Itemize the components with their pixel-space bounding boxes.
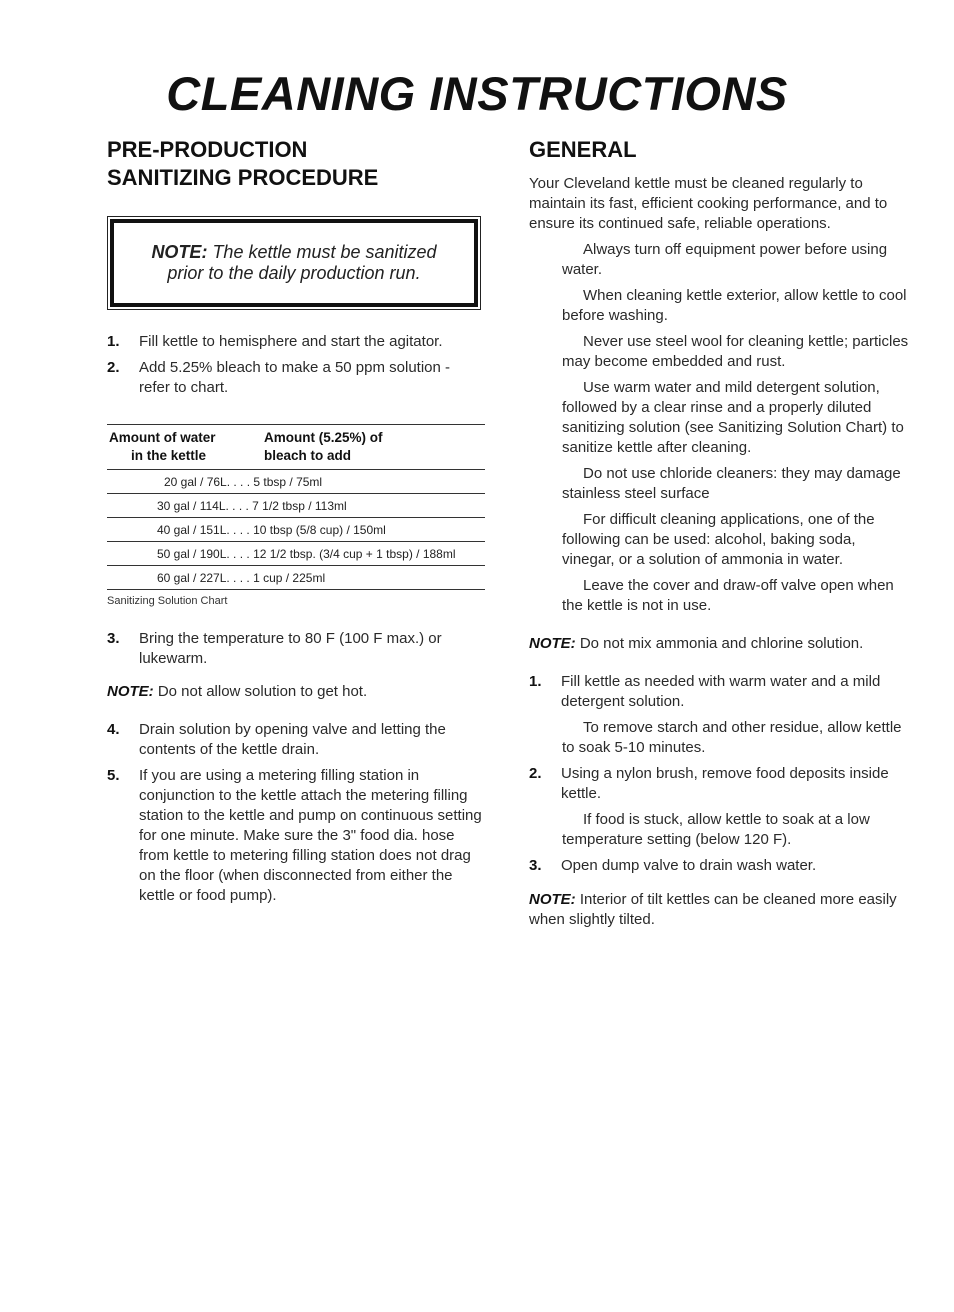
chart-cell: 30 gal / 114L. . . . 7 1/2 tbsp / 113ml [107,494,485,518]
note-text: Do not mix ammonia and chlorine solution. [575,635,864,652]
cleaning-steps [529,672,909,712]
note-label: NOTE: [107,683,154,700]
note-tilt-kettles [529,890,909,930]
cleaning-guidelines [529,240,909,616]
page-title: CLEANING INSTRUCTIONS [166,67,788,120]
general-intro: Your Cleveland kettle must be cleaned regularly to maintain its fast, efficient cooking performance, and to ensure its continued safe, reliable operations. [529,175,888,232]
guideline-item: When cleaning kettle exterior, allow kettle to cool before washing. [562,287,907,324]
step-number: 1. [107,333,120,350]
note-do-not-heat [107,682,485,702]
step-text: Fill kettle as needed with warm water and a mild detergent solution. [561,673,881,710]
chart-cell: 20 gal / 76L. . . . 5 tbsp / 75ml [107,470,485,494]
right-column [529,136,909,930]
heading-line-1: PRE-PRODUCTION [107,137,308,162]
step-number: 2. [529,765,542,782]
guideline-item: Never use steel wool for cleaning kettle; particles may become embedded and rust. [562,333,909,370]
table-row [107,518,485,542]
list-item [529,764,909,804]
note-text-line-2: prior to the daily production run. [167,263,421,283]
pre-production-heading [107,136,485,192]
note-ammonia [529,634,909,654]
sanitizing-solution-chart [107,424,485,590]
table-row [107,542,485,566]
guideline-item: For difficult cleaning applications, one of the following can be used: alcohol, baking soda, vinegar, or a solution of ammonia in water. [562,511,875,568]
header-text: bleach to add [264,448,352,463]
chart-header-water [107,425,262,470]
note-label: NOTE: [151,242,208,262]
step-text: Using a nylon brush, remove food deposits inside kettle. [561,765,889,802]
step-text: Add 5.25% bleach to make a 50 ppm solution - refer to chart. [139,359,451,396]
list-item [529,856,909,876]
sanitize-steps-a [107,332,485,398]
step-text: Drain solution by opening valve and letting the contents of the kettle drain. [139,721,446,758]
guideline-item: Always turn off equipment power before using water. [562,241,888,278]
list-item [107,766,485,906]
note-text: Do not allow solution to get hot. [153,683,368,700]
header-text: in the kettle [131,448,207,463]
table-row [107,494,485,518]
chart-header-bleach [262,425,485,470]
chart-cell: 60 gal / 227L. . . . 1 cup / 225ml [107,566,485,590]
sanitize-step-3 [107,629,485,669]
step-number: 5. [107,767,120,784]
list-item [107,358,485,398]
table-row [107,566,485,590]
step-number: 1. [529,673,542,690]
step-sub-note: To remove starch and other residue, allow kettle to soak 5-10 minutes. [562,719,902,756]
step-number: 3. [107,630,120,647]
list-item [107,720,485,760]
list-item [107,332,485,352]
step-sub-note: If food is stuck, allow kettle to soak at a low temperature setting (below 120 F). [562,811,870,848]
guideline-item: Use warm water and mild detergent solution, followed by a clear rinse and a properly diluted sanitizing solution (see Sanitizing Solution Chart) to sanitize kettle after cleaning. [562,379,904,456]
cleaning-steps [529,856,909,876]
list-item [107,629,485,669]
sanitize-steps-b [107,720,485,906]
sanitize-note-inner [110,219,478,307]
guideline-item: Do not use chloride cleaners: they may damage stainless steel surface [562,465,901,502]
chart-caption: Sanitizing Solution Chart [107,595,228,607]
cleaning-steps [529,764,909,804]
left-column [107,136,485,912]
chart-cell: 50 gal / 190L. . . . 12 1/2 tbsp. (3/4 cup + 1 tbsp) / 188ml [107,542,485,566]
general-heading: GENERAL [529,137,637,162]
heading-line-2: SANITIZING PROCEDURE [107,165,379,190]
note-label: NOTE: [529,635,576,652]
step-number: 3. [529,857,542,874]
guideline-item: Leave the cover and draw-off valve open when the kettle is not in use. [562,577,894,614]
step-number: 4. [107,721,120,738]
step-text: Open dump valve to drain wash water. [561,857,817,874]
step-text: Fill kettle to hemisphere and start the agitator. [139,333,443,350]
chart-cell: 40 gal / 151L. . . . 10 tbsp (5/8 cup) / 150ml [107,518,485,542]
step-number: 2. [107,359,120,376]
table-row [107,470,485,494]
note-text: Interior of tilt kettles can be cleaned more easily when slightly tilted. [529,891,897,928]
step-text: Bring the temperature to 80 F (100 F max.) or lukewarm. [139,630,442,667]
list-item [529,672,909,712]
header-text: Amount (5.25%) of [264,430,383,445]
step-text: If you are using a metering filling station in conjunction to the kettle attach the metering filling station to the kettle and pump on continuous setting for one minute. Make sure the 3" food dia. hose from kettle to metering filling station does not drag on the floor (when disconnected from either the kettle or food pump). [139,767,482,904]
sanitize-note-box [107,216,481,310]
header-text: Amount of water [109,430,216,445]
note-label: NOTE: [529,891,576,908]
note-text-line-1: The kettle must be sanitized [207,242,437,262]
